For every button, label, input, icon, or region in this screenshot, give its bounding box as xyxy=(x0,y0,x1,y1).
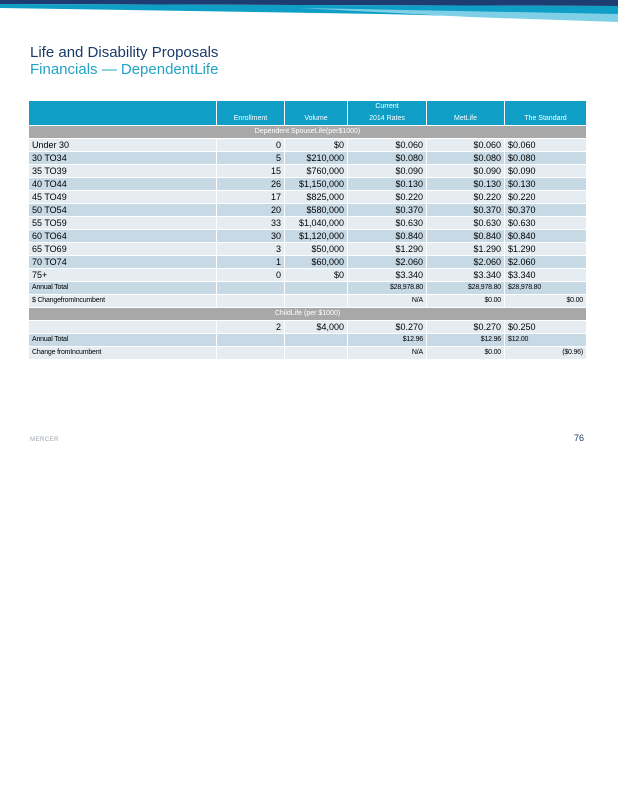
page-title: Life and Disability Proposals xyxy=(30,44,219,61)
age-cell: 55 TO59 xyxy=(29,217,217,230)
child-annual-metlife: $12.96 xyxy=(427,334,505,347)
child-current: $0.270 xyxy=(348,321,427,334)
table-row xyxy=(29,191,587,204)
rates-table xyxy=(28,100,587,360)
footer-brand: MERCER xyxy=(30,437,60,443)
metlife-rate-cell: $0.130 xyxy=(427,178,505,191)
standard-rate-cell: $1.290 xyxy=(505,243,587,256)
enrollment-cell: 30 xyxy=(217,230,285,243)
table-row xyxy=(29,269,587,282)
metlife-rate-cell: $3.340 xyxy=(427,269,505,282)
volume-cell: $760,000 xyxy=(285,165,348,178)
empty-cell xyxy=(29,321,217,334)
age-cell: Under 30 xyxy=(29,139,217,152)
current-rate-cell: $0.090 xyxy=(348,165,427,178)
child-annual-current: $12.96 xyxy=(348,334,427,347)
empty-cell xyxy=(217,295,285,308)
volume-cell: $1,150,000 xyxy=(285,178,348,191)
enrollment-cell: 1 xyxy=(217,256,285,269)
empty-cell xyxy=(217,334,285,347)
header-label xyxy=(29,101,217,126)
current-rate-cell: $0.080 xyxy=(348,152,427,165)
table-row xyxy=(29,152,587,165)
spouse-annual-standard: $28,978.80 xyxy=(505,282,587,295)
header-banner xyxy=(0,0,618,22)
metlife-rate-cell: $1.290 xyxy=(427,243,505,256)
volume-cell: $60,000 xyxy=(285,256,348,269)
child-annual-standard: $12.00 xyxy=(505,334,587,347)
age-cell: 45 TO49 xyxy=(29,191,217,204)
header-standard: The Standard xyxy=(505,101,587,126)
spouse-change-label: $ ChangefromIncumbent xyxy=(29,295,217,308)
enrollment-cell: 20 xyxy=(217,204,285,217)
enrollment-cell: 5 xyxy=(217,152,285,165)
standard-rate-cell: $0.630 xyxy=(505,217,587,230)
current-rate-cell: $2.060 xyxy=(348,256,427,269)
spouse-annual-label: Annual Total xyxy=(29,282,217,295)
standard-rate-cell: $2.060 xyxy=(505,256,587,269)
child-enrollment: 2 xyxy=(217,321,285,334)
table-row xyxy=(29,217,587,230)
section-header xyxy=(29,308,587,321)
enrollment-cell: 0 xyxy=(217,139,285,152)
empty-cell xyxy=(285,347,348,360)
empty-cell xyxy=(285,334,348,347)
standard-rate-cell: $0.060 xyxy=(505,139,587,152)
child-annual-label: Annual Total xyxy=(29,334,217,347)
spouse-annual-current: $28,978.80 xyxy=(348,282,427,295)
volume-cell: $1,120,000 xyxy=(285,230,348,243)
standard-rate-cell: $0.130 xyxy=(505,178,587,191)
metlife-rate-cell: $2.060 xyxy=(427,256,505,269)
enrollment-cell: 0 xyxy=(217,269,285,282)
enrollment-cell: 26 xyxy=(217,178,285,191)
metlife-rate-cell: $0.060 xyxy=(427,139,505,152)
header-enrollment: Enrollment xyxy=(217,101,285,126)
spouse-change-standard: $0.00 xyxy=(505,295,587,308)
current-rate-cell: $0.630 xyxy=(348,217,427,230)
spouse-change-metlife: $0.00 xyxy=(427,295,505,308)
current-rate-cell: $3.340 xyxy=(348,269,427,282)
volume-cell: $50,000 xyxy=(285,243,348,256)
current-rate-cell: $1.290 xyxy=(348,243,427,256)
table-row xyxy=(29,139,587,152)
header-volume: Volume xyxy=(285,101,348,126)
standard-rate-cell: $0.090 xyxy=(505,165,587,178)
standard-rate-cell: $0.370 xyxy=(505,204,587,217)
age-cell: 75+ xyxy=(29,269,217,282)
age-cell: 30 TO34 xyxy=(29,152,217,165)
metlife-rate-cell: $0.840 xyxy=(427,230,505,243)
current-rate-cell: $0.060 xyxy=(348,139,427,152)
empty-cell xyxy=(217,347,285,360)
title-block xyxy=(30,44,218,78)
volume-cell: $210,000 xyxy=(285,152,348,165)
header-current-bottom: 2014 Rates xyxy=(369,115,405,122)
age-cell: 70 TO74 xyxy=(29,256,217,269)
current-rate-cell: $0.840 xyxy=(348,230,427,243)
child-change-metlife: $0.00 xyxy=(427,347,505,360)
table-row xyxy=(29,230,587,243)
volume-cell: $1,040,000 xyxy=(285,217,348,230)
current-rate-cell: $0.130 xyxy=(348,178,427,191)
volume-cell: $825,000 xyxy=(285,191,348,204)
child-change-current: N/A xyxy=(348,347,427,360)
standard-rate-cell: $0.840 xyxy=(505,230,587,243)
spouse-annual-row xyxy=(29,282,587,295)
table-header-row xyxy=(29,101,587,126)
header-current-top: Current xyxy=(375,103,399,110)
current-rate-cell: $0.370 xyxy=(348,204,427,217)
empty-cell xyxy=(285,295,348,308)
volume-cell: $580,000 xyxy=(285,204,348,217)
age-cell: 65 TO69 xyxy=(29,243,217,256)
spouse-rows xyxy=(29,139,587,282)
enrollment-cell: 17 xyxy=(217,191,285,204)
enrollment-cell: 15 xyxy=(217,165,285,178)
page-subtitle: Financials — DependentLife xyxy=(30,61,219,78)
child-annual-row xyxy=(29,334,587,347)
child-change-standard: ($0.96) xyxy=(505,347,587,360)
enrollment-cell: 33 xyxy=(217,217,285,230)
age-cell: 35 TO39 xyxy=(29,165,217,178)
page-number: 76 xyxy=(574,433,585,443)
age-cell: 40 TO44 xyxy=(29,178,217,191)
empty-cell xyxy=(217,282,285,295)
section-label-spouse: Dependent SpouseLife(per$1000) xyxy=(29,126,587,139)
child-row xyxy=(29,321,587,334)
standard-rate-cell: $0.220 xyxy=(505,191,587,204)
enrollment-cell: 3 xyxy=(217,243,285,256)
table-row xyxy=(29,178,587,191)
table-row xyxy=(29,165,587,178)
header-metlife: MetLife xyxy=(427,101,505,126)
table-row xyxy=(29,204,587,217)
spouse-change-current: N/A xyxy=(348,295,427,308)
metlife-rate-cell: $0.370 xyxy=(427,204,505,217)
current-rate-cell: $0.220 xyxy=(348,191,427,204)
metlife-rate-cell: $0.220 xyxy=(427,191,505,204)
header-current xyxy=(348,101,427,126)
empty-cell xyxy=(285,282,348,295)
table-row xyxy=(29,243,587,256)
section-header xyxy=(29,126,587,139)
child-standard: $0.250 xyxy=(505,321,587,334)
metlife-rate-cell: $0.090 xyxy=(427,165,505,178)
metlife-rate-cell: $0.080 xyxy=(427,152,505,165)
table-row xyxy=(29,256,587,269)
volume-cell: $0 xyxy=(285,139,348,152)
section-label-child: ChildLife (per $1000) xyxy=(29,308,587,321)
metlife-rate-cell: $0.630 xyxy=(427,217,505,230)
child-metlife: $0.270 xyxy=(427,321,505,334)
child-volume: $4,000 xyxy=(285,321,348,334)
child-change-label: Change fromIncumbent xyxy=(29,347,217,360)
volume-cell: $0 xyxy=(285,269,348,282)
age-cell: 50 TO54 xyxy=(29,204,217,217)
standard-rate-cell: $3.340 xyxy=(505,269,587,282)
standard-rate-cell: $0.080 xyxy=(505,152,587,165)
child-change-row xyxy=(29,347,587,360)
spouse-annual-metlife: $28,978.80 xyxy=(427,282,505,295)
spouse-change-row xyxy=(29,295,587,308)
age-cell: 60 TO64 xyxy=(29,230,217,243)
